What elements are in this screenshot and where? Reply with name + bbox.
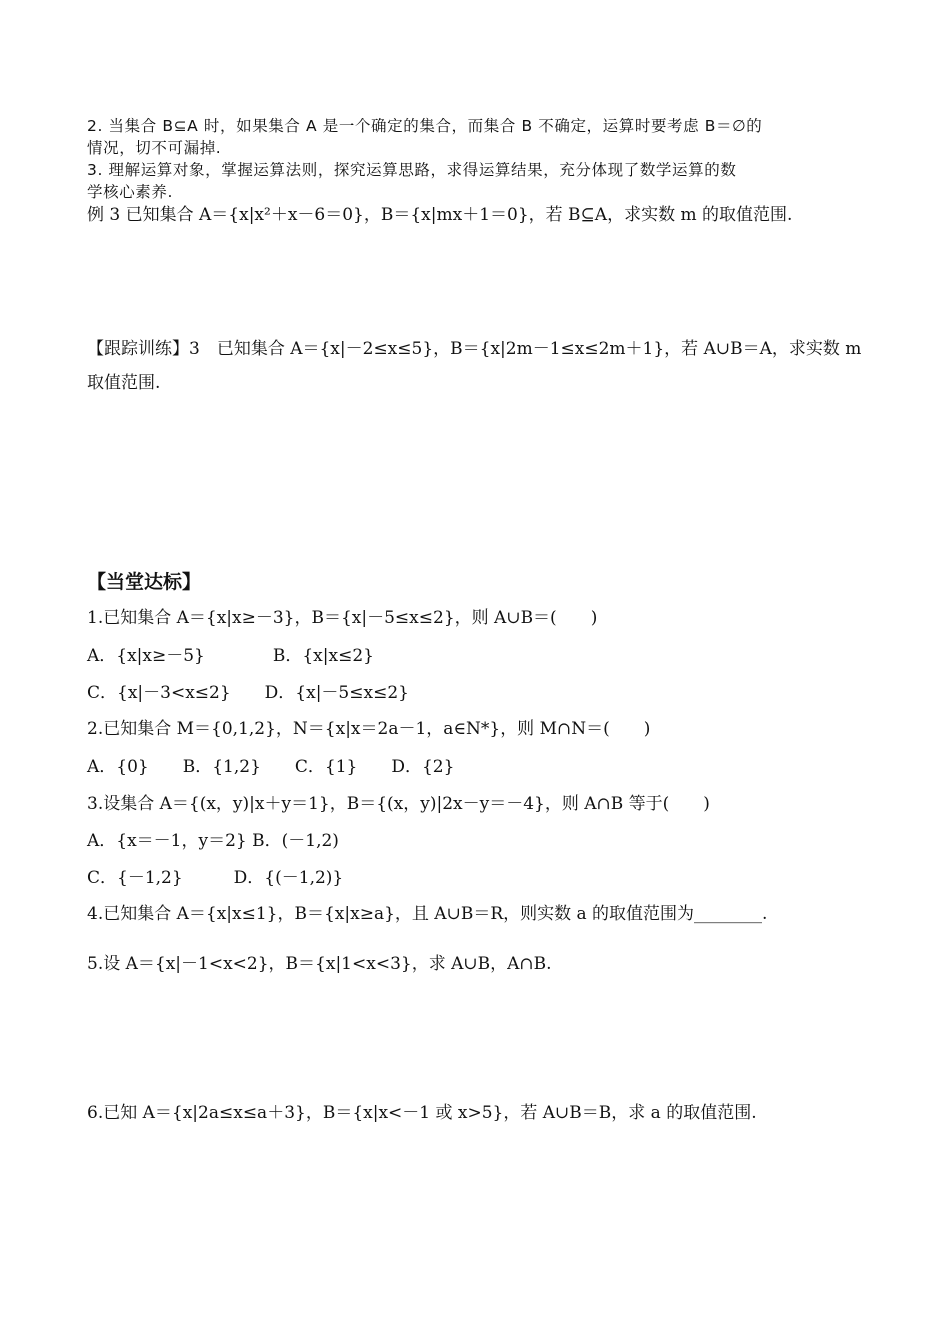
note-line-3: 3. 理解运算对象，掌握运算法则，探究运算思路，求得运算结果，充分体现了数学运算的数 [87,161,737,179]
question-1: 1.已知集合 A＝{x|x≥－3}，B＝{x|－5≤x≤2}，则 A∪B＝( ) [87,608,598,628]
question-6: 6.已知 A＝{x|2a≤x≤a＋3}，B＝{x|x<－1 或 x>5}，若 A∪B＝B，求 a 的取值范围. [87,1103,757,1123]
question-5: 5.设 A＝{x|－1<x<2}，B＝{x|1<x<3}，求 A∪B，A∩B. [87,954,552,974]
question-3-options-cd: C．{－1,2} D．{(－1,2)} [87,868,344,888]
question-2-options: A．{0} B．{1,2} C．{1} D．{2} [87,757,455,777]
question-2: 2.已知集合 M＝{0,1,2}，N＝{x|x＝2a－1，a∈N*}，则 M∩N＝( ) [87,719,651,739]
practice-3-line-1: 【跟踪训练】3 已知集合 A＝{x|－2≤x≤5}，B＝{x|2m－1≤x≤2m＋1}，若 A∪B＝A，求实数 m [87,339,862,359]
question-3: 3.设集合 A＝{(x，y)|x＋y＝1}，B＝{(x，y)|2x－y＝－4}，则 A∩B 等于( ) [87,794,710,814]
question-1-options-ab: A．{x|x≥－5} B．{x|x≤2} [87,646,374,666]
note-line-4: 学核心素养. [87,183,174,201]
question-3-options-ab: A．{x＝－1，y＝2} B．(－1,2) [87,831,339,851]
question-4: 4.已知集合 A＝{x|x≤1}，B＝{x|x≥a}，且 A∪B＝R，则实数 a 的取值范围为________. [87,904,768,924]
note-line-1: 2. 当集合 B⊆A 时，如果集合 A 是一个确定的集合，而集合 B 不确定，运算时要考虑 B＝∅的 [87,117,763,135]
practice-3-line-2: 取值范围. [87,373,161,393]
example-3: 例 3 已知集合 A＝{x|x²＋x－6＝0}，B＝{x|mx＋1＝0}，若 B⊆A，求实数 m 的取值范围. [87,205,793,225]
note-line-2: 情况，切不可漏掉. [87,139,222,157]
section-title: 【当堂达标】 [87,571,202,593]
question-1-options-cd: C．{x|－3<x≤2} D．{x|－5≤x≤2} [87,683,409,703]
